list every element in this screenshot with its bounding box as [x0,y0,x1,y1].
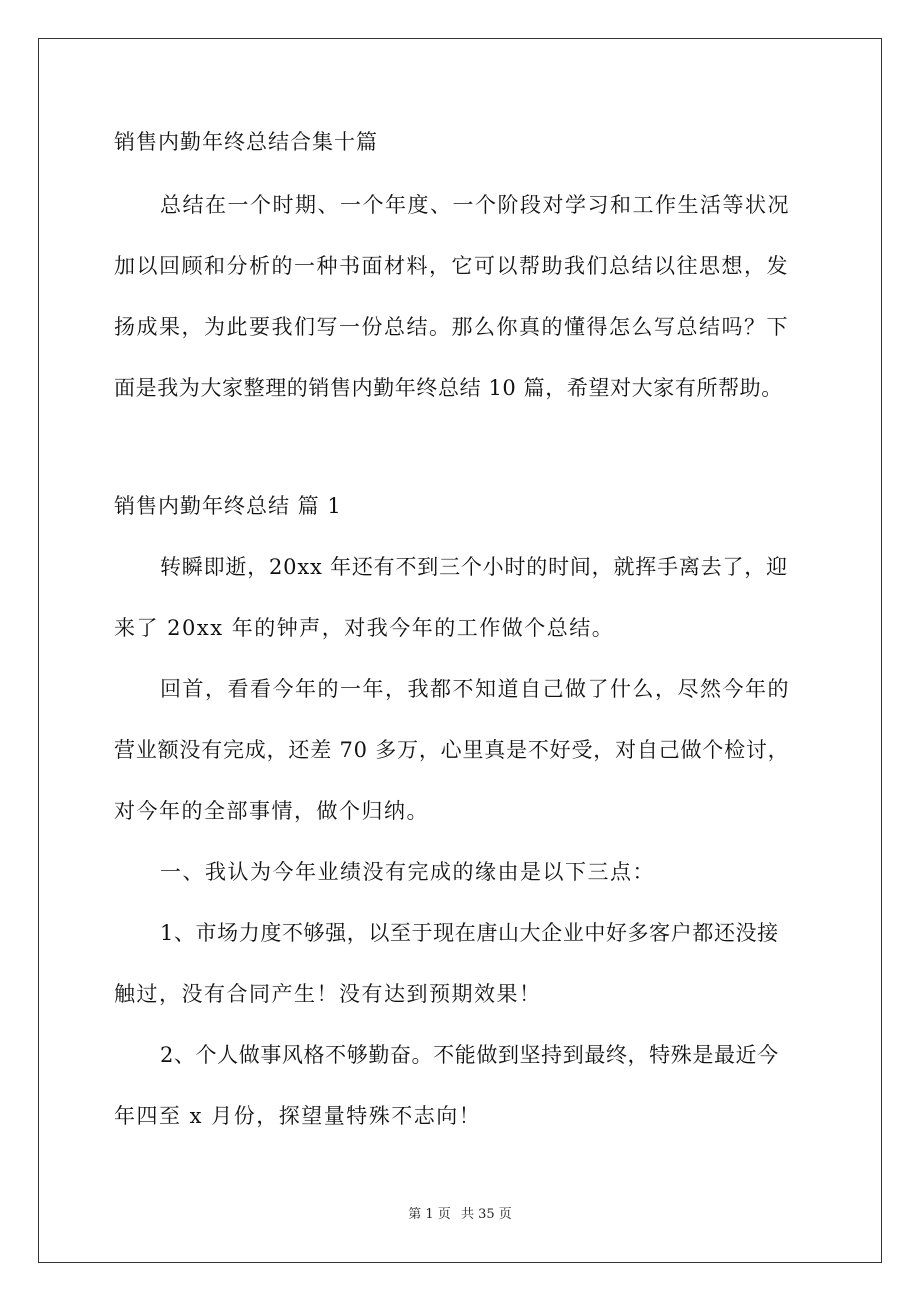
body-line: 来了 20xx 年的钟声，对我今年的工作做个总结。 [114,616,615,640]
body-line: 营业额没有完成，还差 70 多万，心里真是不好受，对自己做个检讨， [114,738,790,762]
body-line: 年四至 x 月份，探望量特殊不志向！ [114,1104,482,1128]
page-footer [0,1206,920,1224]
body-line: 一、我认为今年业绩没有完成的缘由是以下三点： [160,860,655,884]
intro-line: 扬成果，为此要我们写一份总结。那么你真的懂得怎么写总结吗？下 [114,315,789,339]
body-line: 对今年的全部事情，做个归纳。 [114,799,429,823]
intro-line: 加以回顾和分析的一种书面材料，它可以帮助我们总结以往思想，发 [114,254,789,278]
page-number: 第 1 页 [408,1207,451,1222]
page-border [38,38,882,1263]
body-line: 2、个人做事风格不够勤奋。不能做到坚持到最终，特殊是最近今 [160,1043,779,1067]
page-total: 共 35 页 [460,1207,512,1222]
body-line: 回首，看看今年的一年，我都不知道自己做了什么，尽然今年的 [160,677,790,701]
body-line: 触过，没有合同产生！没有达到预期效果！ [114,982,542,1006]
intro-line: 面是我为大家整理的销售内勤年终总结 10 篇，希望对大家有所帮助。 [114,376,783,400]
intro-line: 总结在一个时期、一个年度、一个阶段对学习和工作生活等状况 [160,193,790,217]
section-heading: 销售内勤年终总结 篇 1 [114,494,342,518]
document-title: 销售内勤年终总结合集十篇 [114,130,378,154]
body-line: 转瞬即逝，20xx 年还有不到三个小时的时间，就挥手离去了，迎 [160,555,788,579]
body-line: 1、市场力度不够强，以至于现在唐山大企业中好多客户都还没接 [160,921,779,945]
